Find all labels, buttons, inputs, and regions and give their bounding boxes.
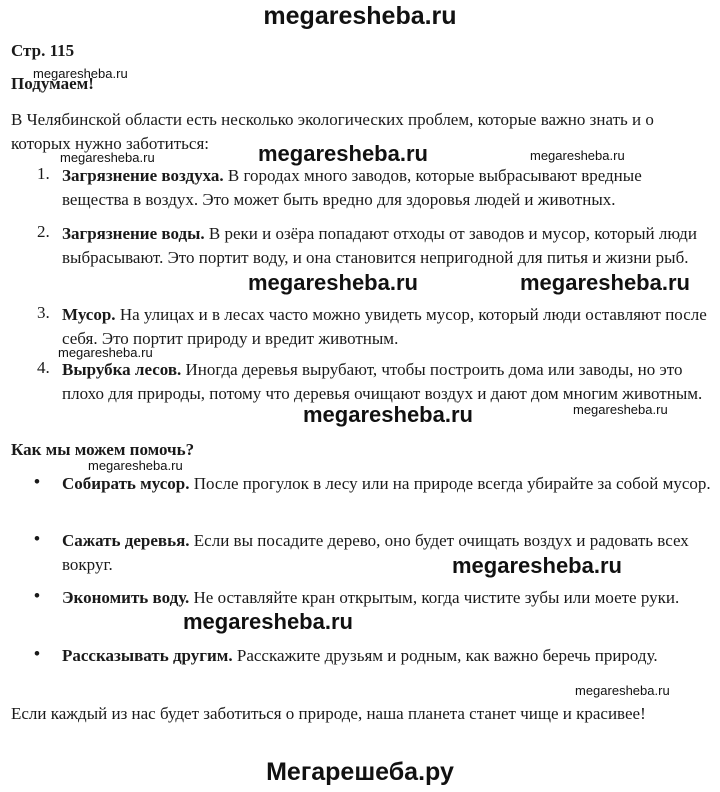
intro-paragraph: В Челябинской области есть несколько экологических проблем, которые важно знать и о которых нужно заботиться: [11,110,654,153]
list-number: 3. [37,303,50,322]
page-number: Стр. 115 [11,41,75,60]
watermark-big: megaresheba.ru [258,141,428,166]
footer-title: Мегарешеба.ру [266,758,454,786]
item-text: Иногда деревья вырубают, чтобы построить дома или заводы, но это плохо для природы, потому что деревья очищают воздух и дают дом многим животным. [62,360,703,403]
bullet: • [34,472,40,491]
list-number: 1. [37,164,50,183]
item-text: Если вы посадите дерево, оно будет очищать воздух и радовать всех вокруг. [62,531,689,574]
list-item [62,222,712,270]
bullet: • [34,586,40,605]
item-text: В реки и озёра попадают отходы от заводов и мусор, который люди выбрасывают. Это портит воду, и она становится непригодной для питья и жизни рыб. [62,224,697,267]
watermark-small: megaresheba.ru [33,66,128,81]
watermark-small: megaresheba.ru [530,148,625,163]
item-text: На улицах и в лесах часто можно увидеть мусор, который люди оставляют после себя. Это портит природу и вредит животным. [62,305,707,348]
watermark-big: megaresheba.ru [303,402,473,427]
watermark-small: megaresheba.ru [573,402,668,417]
site-title: megaresheba.ru [263,2,457,30]
item-title: Загрязнение воды. [62,224,205,243]
item-title: Мусор. [62,305,116,324]
heading-think: Подумаем! [11,74,94,93]
heading-help: Как мы можем помочь? [11,440,195,459]
list-item [62,472,712,496]
watermark-small: megaresheba.ru [60,150,155,165]
item-title: Вырубка лесов. [62,360,182,379]
item-title: Сажать деревья. [62,531,190,550]
list-item [62,164,712,212]
item-text: Расскажите друзьям и родным, как важно беречь природу. [232,646,658,665]
bullet: • [34,529,40,548]
list-item [62,358,712,406]
watermark-big: megaresheba.ru [248,270,418,295]
list-item [62,586,712,610]
watermark-small: megaresheba.ru [58,345,153,360]
list-number: 4. [37,358,50,377]
watermark-big: megaresheba.ru [183,609,353,634]
item-text: В городах много заводов, которые выбрасывают вредные вещества в воздух. Это может быть вредно для здоровья людей и животных. [62,166,642,209]
list-number: 2. [37,222,50,241]
item-title: Экономить воду. [62,588,190,607]
list-item [62,644,712,668]
item-text: После прогулок в лесу или на природе всегда убирайте за собой мусор. [189,474,711,493]
conclusion-paragraph: Если каждый из нас будет заботиться о природе, наша планета станет чище и красивее! [11,704,646,723]
item-title: Рассказывать другим. [62,646,233,665]
watermark-big: megaresheba.ru [520,270,690,295]
watermark-small: megaresheba.ru [575,683,670,698]
watermark-small: megaresheba.ru [88,458,183,473]
item-title: Загрязнение воздуха. [62,166,224,185]
list-item [62,303,712,351]
bullet: • [34,644,40,663]
item-title: Собирать мусор. [62,474,190,493]
item-text: Не оставляйте кран открытым, когда чистите зубы или моете руки. [189,588,680,607]
watermark-big: megaresheba.ru [452,553,622,578]
